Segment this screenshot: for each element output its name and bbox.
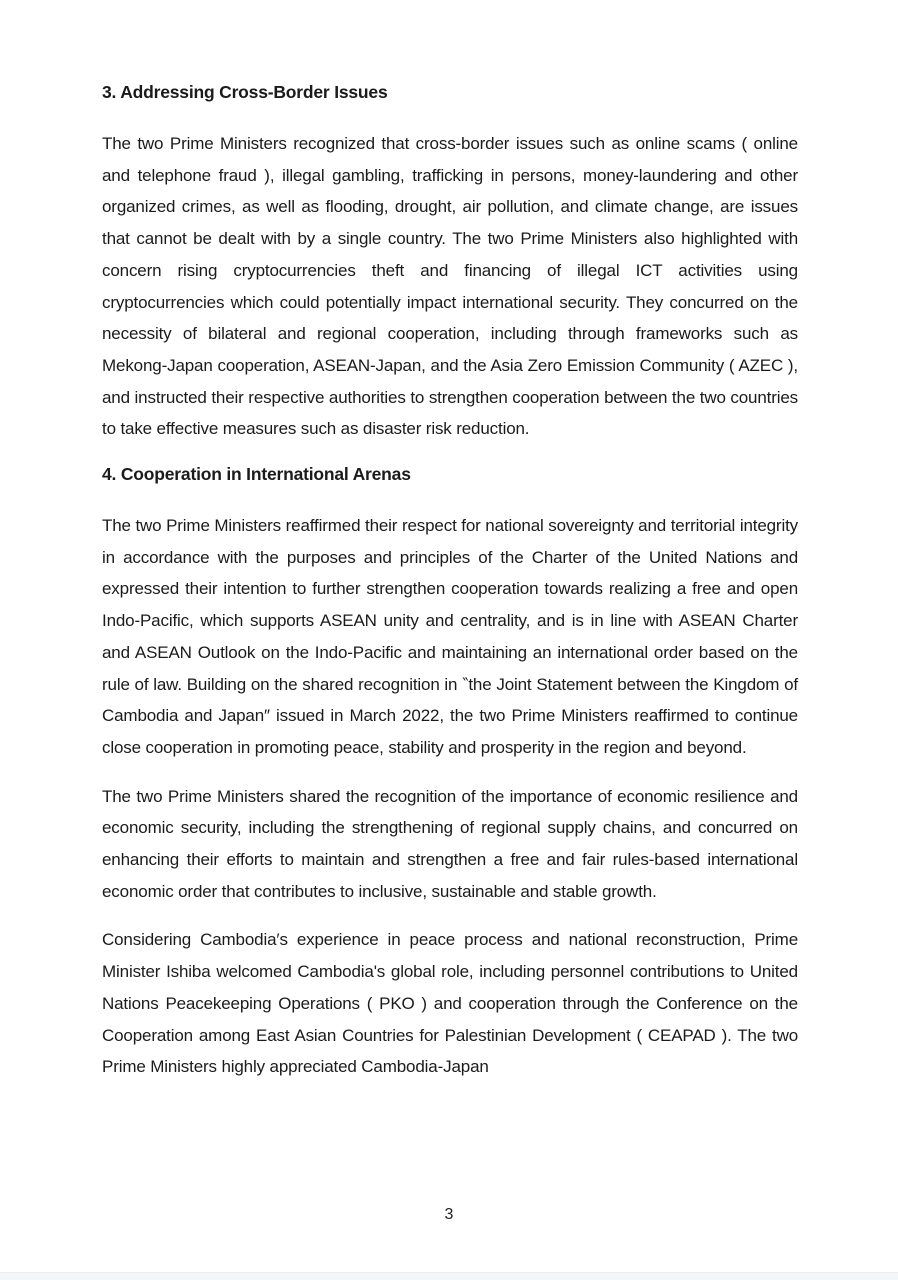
section-3-paragraph-1: The two Prime Ministers recognized that cross-border issues such as online scams ( online and telephone fraud ), illegal gambling, trafficking in persons, money-laundering and other organized crimes, as well as flooding, drought, air pollution, and climate change, are issues that cannot be dealt with by a single country. The two Prime Ministers also highlighted with concern rising cryptocurrencies theft and financing of illegal ICT activities using cryptocurrencies which could potentially impact international security. They concurred on the necessity of bilateral and regional cooperation, including through frameworks such as Mekong-Japan cooperation, ASEAN-Japan, and the Asia Zero Emission Community ( AZEC ), and instructed their respective authorities to strengthen cooperation between the two countries to take effective measures such as disaster risk reduction.: [102, 134, 798, 439]
section-4-paragraph-2: The two Prime Ministers shared the recognition of the importance of economic resilience and economic security, including the strengthening of regional supply chains, and concurred on enhancing their efforts to maintain and strengthen a free and fair rules-based international economic order that contributes to inclusive, sustainable and stable growth.: [102, 786, 798, 901]
section-heading-4: 4. Cooperation in International Arenas: [102, 464, 411, 485]
section-4-paragraph-3: Considering Cambodia′s experience in peace process and national reconstruction, Prime Minister Ishiba welcomed Cambodia's global role, including personnel contributions to United Nations Peacekeeping Operations ( PKO ) and cooperation through the Conference on the Cooperation among East Asian Countries for Palestinian Development ( CEAPAD ). The two Prime Ministers highly appreciated Cambodia-Japan: [102, 930, 798, 1077]
page-number: 3: [444, 1206, 454, 1223]
page-bottom-edge: [0, 1272, 898, 1280]
document-body: [102, 80, 798, 1100]
section-heading-3: 3. Addressing Cross-Border Issues: [102, 82, 388, 102]
section-4-paragraph-1: The two Prime Ministers reaffirmed their respect for national sovereignty and territorial integrity in accordance with the purposes and principles of the Charter of the United Nations and expressed their intention to further strengthen cooperation towards realizing a free and open Indo-Pacific, which supports ASEAN unity and centrality, and is in line with ASEAN Charter and ASEAN Outlook on the Indo-Pacific and maintaining an international order based on the rule of law. Building on the shared recognition in ‶the Joint Statement between the Kingdom of Cambodia and Japan″ issued in March 2022, the two Prime Ministers reaffirmed to continue close cooperation in promoting peace, stability and prosperity in the region and beyond.: [102, 516, 798, 757]
